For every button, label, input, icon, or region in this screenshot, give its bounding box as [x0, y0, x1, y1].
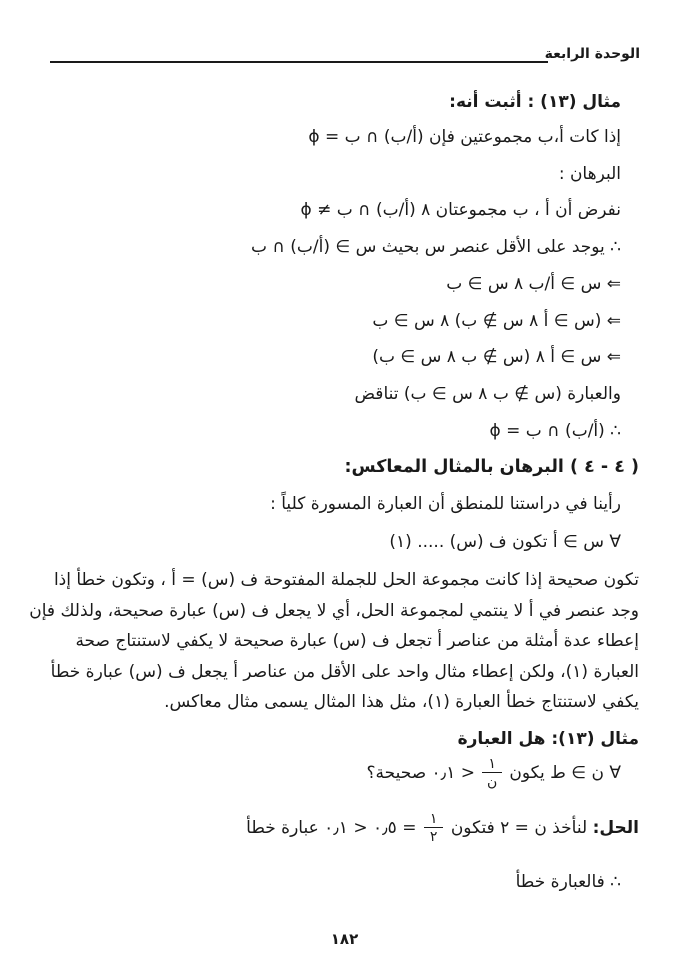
page-number: ١٨٢	[330, 930, 359, 948]
fraction	[424, 812, 444, 844]
example-13b-heading: مثال (١٣): هل العبارة	[457, 729, 639, 749]
paragraph-line: العبارة (١)، ولكن إعطاء مثال واحد على الأقل من عناصر أ يجعل ف (س) عبارة خطأ	[50, 661, 639, 682]
example-13-heading: مثال (١٣) : أثبت أنه:	[449, 92, 621, 112]
solution-prefix: لنأخذ ن = ٢ فتكون	[450, 818, 588, 838]
proof-step: ∴ يوجد على الأقل عنصر س بحيث س ∋ (أ/ب) ∩ ب	[251, 237, 621, 257]
solution-label: الحل:	[592, 818, 639, 838]
paragraph-line: يكفي لاستنتاج خطأ العبارة (١)، مثل هذا المثال يسمى مثال معاكس.	[164, 692, 639, 712]
paragraph-line: وجد عنصر في أ لا ينتمي لمجموعة الحل، أي لا يجعل ف (س) عبارة صحيحة، ولذلك فإن	[29, 600, 639, 621]
explanation-paragraph	[29, 565, 639, 718]
proof-step: ⇐ س ∋ أ/ب ٨ س ∋ ب	[446, 274, 621, 294]
paragraph-line: تكون صحيحة إذا كانت مجموعة الحل للجملة المفتوحة ف (س) = أ ، وتكون خطأ إذا	[53, 570, 639, 590]
quantified-formula: ∀ س ∋ أ تكون ف (س) ..... (١)	[389, 532, 621, 552]
fraction-numerator: ١	[482, 757, 502, 773]
question-suffix: < ٠٫١ صحيحة؟	[366, 763, 475, 783]
section-title: ( ٤ - ٤ ) البرهان بالمثال المعاكس:	[344, 457, 639, 477]
proof-step: ∴ (أ/ب) ∩ ب = ϕ	[489, 421, 621, 441]
solution-line	[246, 812, 639, 844]
paragraph-line: إعطاء عدة أمثلة من عناصر أ تجعل ف (س) عبارة صحيحة لا يكفي لاستنتاج صحة	[75, 631, 639, 651]
fraction-numerator: ١	[424, 812, 444, 828]
conclusion: ∴ فالعبارة خطأ	[515, 872, 621, 892]
proof-label: البرهان :	[558, 164, 621, 184]
intro-text: رأينا في دراستنا للمنطق أن العبارة المسورة كلياً :	[270, 494, 621, 514]
proof-step: ⇐ (س ∋ أ ٨ س ∌ ب) ٨ س ∋ ب	[372, 311, 621, 331]
proof-step: ⇐ س ∋ أ ٨ (س ∌ ب ٨ س ∋ ب)	[372, 347, 621, 367]
fraction-denominator: ن	[487, 774, 498, 790]
fraction	[482, 757, 502, 789]
header-rule	[50, 61, 548, 63]
proof-step: نفرض أن أ ، ب مجموعتان ٨ (أ/ب) ∩ ب ≠ ϕ	[300, 200, 621, 220]
header-title: الوحدة الرابعة	[544, 46, 640, 62]
running-header	[50, 44, 640, 68]
solution-suffix: = ٠٫٥ < ٠٫١ عبارة خطأ	[246, 818, 417, 838]
question-prefix: ∀ ن ∋ ط يكون	[509, 763, 621, 783]
example-13-statement: إذا كات أ،ب مجموعتين فإن (أ/ب) ∩ ب = ϕ	[308, 127, 621, 147]
example-question	[366, 757, 621, 789]
fraction-denominator: ٢	[429, 829, 438, 845]
proof-step: والعبارة (س ∌ ب ٨ س ∋ ب) تناقض	[354, 384, 621, 404]
